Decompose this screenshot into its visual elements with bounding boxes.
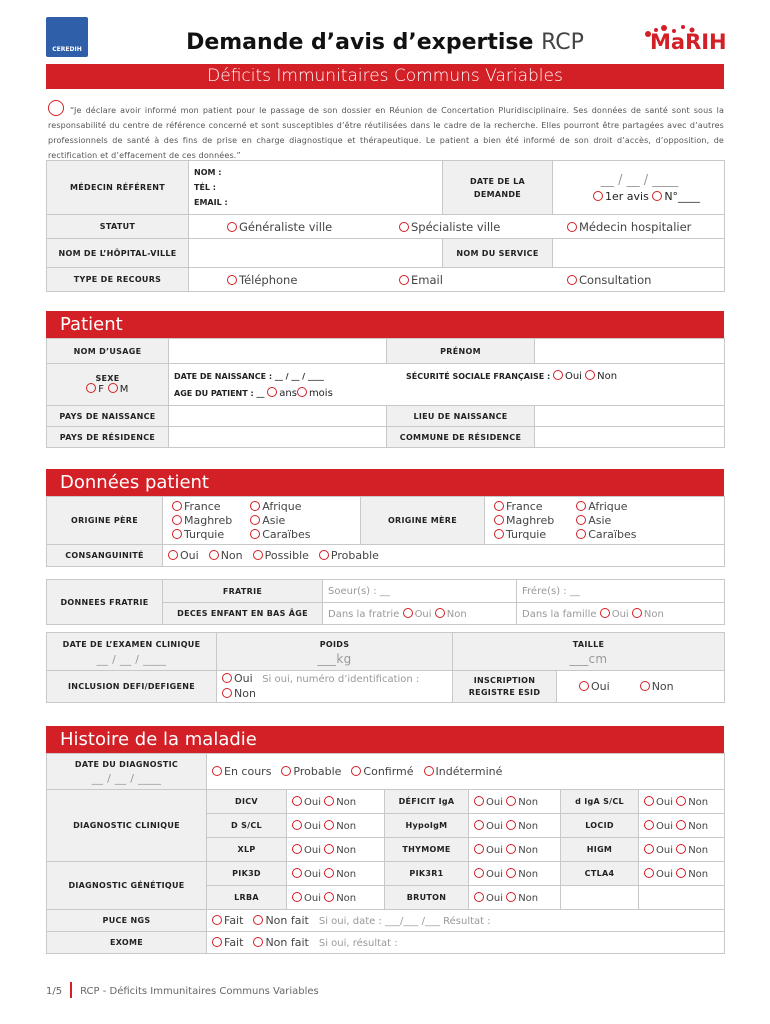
- inclusion-oui-radio[interactable]: [222, 673, 232, 683]
- inclusion-non-radio[interactable]: [222, 688, 232, 698]
- naissance-cell: DATE DE NAISSANCE : __ / __ / ____ SÉCURITÉ SOCIALE FRANÇAISE : Oui Non AGE DU PATIENT : __ ans mois: [169, 364, 725, 406]
- origine-pere-label: ORIGINE PÈRE: [47, 497, 163, 545]
- xlp-oui-radio[interactable]: [292, 844, 302, 854]
- consanguinite-options: Oui Non Possible Probable: [163, 545, 725, 567]
- exome-fait-radio[interactable]: [212, 937, 222, 947]
- pere-asie-radio[interactable]: [250, 515, 260, 525]
- section-patient: Patient: [46, 311, 724, 338]
- mere-france-radio[interactable]: [494, 501, 504, 511]
- sexe-f-radio[interactable]: [86, 383, 96, 393]
- inclusion-cell: Oui Si oui, numéro d’identification : Non: [217, 671, 453, 703]
- poids-cell[interactable]: POIDS ___kg: [217, 633, 453, 671]
- gen-pik3r1-label: PIK3R1: [385, 862, 469, 886]
- locid-non-radio[interactable]: [676, 820, 686, 830]
- premier-avis-radio[interactable]: [593, 191, 603, 201]
- puce-nonfait-radio[interactable]: [253, 915, 263, 925]
- secu-oui-radio[interactable]: [553, 370, 563, 380]
- service-field[interactable]: [553, 239, 725, 268]
- higm-oui-radio[interactable]: [644, 844, 654, 854]
- mere-caraibes-radio[interactable]: [576, 529, 586, 539]
- mere-turquie-radio[interactable]: [494, 529, 504, 539]
- sexe-cell: SEXE F M: [47, 364, 169, 406]
- exome-label: EXOME: [47, 932, 207, 954]
- age-field[interactable]: AGE DU PATIENT : __: [174, 388, 265, 398]
- soeurs-field[interactable]: Soeur(s) : __: [323, 580, 517, 603]
- ctla4-oui-radio[interactable]: [644, 868, 654, 878]
- page-footer: [46, 982, 319, 998]
- origine-mere-label: ORIGINE MÈRE: [361, 497, 485, 545]
- date-demande-label: DATE DE LA DEMANDE: [443, 161, 553, 215]
- clin-dscl-label: D S/CL: [207, 814, 287, 838]
- consang-possible-radio[interactable]: [253, 550, 263, 560]
- deces-label: DECES ENFANT EN BAS ÂGE: [163, 603, 323, 625]
- fratrie-table: [46, 579, 725, 625]
- consanguinite-label: CONSANGUINITÉ: [47, 545, 163, 567]
- iga-non-radio[interactable]: [506, 796, 516, 806]
- recours-radio-1[interactable]: [227, 275, 237, 285]
- lrba-oui-radio[interactable]: [292, 892, 302, 902]
- lieu-naissance-label: LIEU DE NAISSANCE: [387, 406, 535, 427]
- exome-options: Fait Non fait Si oui, résultat :: [207, 932, 725, 954]
- consent-text: “Je déclare avoir informé mon patient pour le passage de son dossier en Réunion de Concertation Pluridisciplinaire. Ses données de santé sont sous la responsabilité du centre de référence concerné et sont susceptibles d’être réutilisées dans le cadre de la recherche. Elles pourront être partagées avec d’autres professionnels de santé à des fins de prise en charge diagnostique et thérapeutique. Le patient a bien été informé de son droit d’accès, d’opposition, de rectification et d’effacement de ces données.”: [48, 100, 724, 163]
- section-donnees: Données patient: [46, 469, 724, 496]
- recours-radio-2[interactable]: [399, 275, 409, 285]
- freres-field[interactable]: Frére(s) : __: [517, 580, 725, 603]
- esid-oui-radio[interactable]: [579, 681, 589, 691]
- commune-residence-field[interactable]: [535, 427, 725, 448]
- medecin-label: MÉDECIN RÉFÉRENT: [47, 161, 189, 215]
- patient-table: [46, 338, 725, 448]
- hypoigm-non-radio[interactable]: [506, 820, 516, 830]
- exome-nonfait-radio[interactable]: [253, 937, 263, 947]
- iga-oui-radio[interactable]: [474, 796, 484, 806]
- famille-oui-radio[interactable]: [600, 608, 610, 618]
- nom-usage-label: NOM D’USAGE: [47, 339, 169, 364]
- secu-non-radio[interactable]: [585, 370, 595, 380]
- page-number: 1/5: [46, 986, 63, 997]
- clin-xlp-label: XLP: [207, 838, 287, 862]
- pere-caraibes-radio[interactable]: [250, 529, 260, 539]
- locid-oui-radio[interactable]: [644, 820, 654, 830]
- thymome-oui-radio[interactable]: [474, 844, 484, 854]
- bruton-oui-radio[interactable]: [474, 892, 484, 902]
- recours-label: TYPE DE RECOURS: [47, 268, 189, 292]
- diag-probable-radio[interactable]: [281, 766, 291, 776]
- pik3d-non-radio[interactable]: [324, 868, 334, 878]
- statut-radio-3[interactable]: [567, 222, 577, 232]
- statut-label: STATUT: [47, 215, 189, 239]
- inscription-options: Oui Non: [557, 671, 725, 703]
- clin-thymome-label: THYMOME: [385, 838, 469, 862]
- numero-radio[interactable]: [652, 191, 662, 201]
- pere-maghreb-radio[interactable]: [172, 515, 182, 525]
- ceredih-logo: CEREDIH: [46, 17, 88, 57]
- thymome-non-radio[interactable]: [506, 844, 516, 854]
- consang-non-radio[interactable]: [209, 550, 219, 560]
- lrba-non-radio[interactable]: [324, 892, 334, 902]
- ctla4-non-radio[interactable]: [676, 868, 686, 878]
- pik3d-oui-radio[interactable]: [292, 868, 302, 878]
- consent-radio[interactable]: [48, 100, 64, 116]
- diag-confirme-radio[interactable]: [351, 766, 361, 776]
- gen-bruton-label: BRUTON: [385, 886, 469, 910]
- diag-genetique-label: DIAGNOSTIC GÉNÉTIQUE: [47, 862, 207, 910]
- dscl-non-radio[interactable]: [324, 820, 334, 830]
- statut-radio-1[interactable]: [227, 222, 237, 232]
- medecin-contact-field[interactable]: NOM : TÉL : EMAIL :: [189, 161, 443, 215]
- fratrie-oui-radio[interactable]: [403, 608, 413, 618]
- examen-table: [46, 632, 725, 703]
- dscl-oui-radio[interactable]: [292, 820, 302, 830]
- donnees-fratrie-label: DONNEES FRATRIE: [47, 580, 163, 625]
- fratrie-label: FRATRIE: [163, 580, 323, 603]
- prenom-label: PRÉNOM: [387, 339, 535, 364]
- pays-naissance-field[interactable]: [169, 406, 387, 427]
- higm-non-radio[interactable]: [676, 844, 686, 854]
- page-title: Demande d’avis d’expertise RCP: [186, 30, 584, 55]
- histoire-table: DATE DU DIAGNOSTIC __ / __ / ____ En cours Probable Confirmé Indéterminé DIAGNOSTIC CLINIQUE DICV Oui Non DÉFICIT IgA Oui Non d IgA S/CL Oui Non D S/CL Oui Non HypoIgM Oui Non LOCID Oui Non XLP Oui Non THYMOME Oui Non HIGM Oui Non DIAGNOSTIC GÉNÉTIQUE PIK3D Oui Non PIK3R1 Oui Non CTLA4 Oui Non LRBA Oui Non BRUTON Oui Non PUCE NGS Fait Non fait Si oui, date : ___/___ /___ Résultat : EXOME Fait Non fait Si oui, résultat :: [46, 753, 725, 954]
- commune-residence-label: COMMUNE DE RÉSIDENCE: [387, 427, 535, 448]
- bruton-non-radio[interactable]: [506, 892, 516, 902]
- diga-oui-radio[interactable]: [644, 796, 654, 806]
- diag-encours-radio[interactable]: [212, 766, 222, 776]
- gen-lrba-label: LRBA: [207, 886, 287, 910]
- age-mois-radio[interactable]: [297, 387, 307, 397]
- clin-dicv-label: DICV: [207, 790, 287, 814]
- clin-higm-label: HIGM: [561, 838, 639, 862]
- famille-non-radio[interactable]: [632, 608, 642, 618]
- dob-field[interactable]: DATE DE NAISSANCE : __ / __ / ____: [174, 371, 324, 381]
- lieu-naissance-field[interactable]: [535, 406, 725, 427]
- puce-ngs-options: Fait Non fait Si oui, date : ___/___ /___ Résultat :: [207, 910, 725, 932]
- service-label: NOM DU SERVICE: [443, 239, 553, 268]
- diag-status-options: En cours Probable Confirmé Indéterminé: [207, 754, 725, 790]
- pere-afrique-radio[interactable]: [250, 501, 260, 511]
- clin-deficit-iga-label: DÉFICIT IgA: [385, 790, 469, 814]
- consang-probable-radio[interactable]: [319, 550, 329, 560]
- diag-indetermine-radio[interactable]: [424, 766, 434, 776]
- inclusion-label: INCLUSION DEFI/DEFIGENE: [47, 671, 217, 703]
- pays-naissance-label: PAYS DE NAISSANCE: [47, 406, 169, 427]
- dicv-non-radio[interactable]: [324, 796, 334, 806]
- esid-non-radio[interactable]: [640, 681, 650, 691]
- dicv-oui-radio[interactable]: [292, 796, 302, 806]
- deces-fratrie-cell: Dans la fratrie Oui Non: [323, 603, 517, 625]
- pays-residence-label: PAYS DE RÉSIDENCE: [47, 427, 169, 448]
- prenom-field[interactable]: [535, 339, 725, 364]
- clin-diga-label: d IgA S/CL: [561, 790, 639, 814]
- gen-pik3d-label: PIK3D: [207, 862, 287, 886]
- origine-pere-options: France Maghreb Turquie Afrique Asie Caraïbes: [163, 497, 361, 545]
- age-ans-radio[interactable]: [267, 387, 277, 397]
- date-examen-cell[interactable]: DATE DE L’EXAMEN CLINIQUE __ / __ / ____: [47, 633, 217, 671]
- diga-non-radio[interactable]: [676, 796, 686, 806]
- inscription-label: INSCRIPTION REGISTRE ESID: [453, 671, 557, 703]
- pik3r1-non-radio[interactable]: [506, 868, 516, 878]
- marih-logo: MaRIH: [632, 22, 728, 58]
- deces-famille-cell: Dans la famille Oui Non: [517, 603, 725, 625]
- sexe-m-radio[interactable]: [108, 383, 118, 393]
- clin-hypoigm-label: HypoIgM: [385, 814, 469, 838]
- statut-options: Généraliste ville Spécialiste ville Médecin hospitalier: [189, 215, 725, 239]
- mere-asie-radio[interactable]: [576, 515, 586, 525]
- consang-oui-radio[interactable]: [168, 550, 178, 560]
- hopital-label: NOM DE L’HÔPITAL-VILLE: [47, 239, 189, 268]
- fratrie-non-radio[interactable]: [435, 608, 445, 618]
- recours-options: Téléphone Email Consultation: [189, 268, 725, 292]
- mere-afrique-radio[interactable]: [576, 501, 586, 511]
- hopital-field[interactable]: [189, 239, 443, 268]
- nom-usage-field[interactable]: [169, 339, 387, 364]
- taille-cell[interactable]: TAILLE ___cm: [453, 633, 725, 671]
- subtitle-banner: Déficits Immunitaires Communs Variables: [46, 64, 724, 89]
- puce-ngs-label: PUCE NGS: [47, 910, 207, 932]
- clin-locid-label: LOCID: [561, 814, 639, 838]
- puce-fait-radio[interactable]: [212, 915, 222, 925]
- origine-mere-options: France Maghreb Turquie Afrique Asie Caraïbes: [485, 497, 725, 545]
- date-diag-cell[interactable]: DATE DU DIAGNOSTIC __ / __ / ____: [47, 754, 207, 790]
- hypoigm-oui-radio[interactable]: [474, 820, 484, 830]
- mere-maghreb-radio[interactable]: [494, 515, 504, 525]
- xlp-non-radio[interactable]: [324, 844, 334, 854]
- footer-title: RCP - Déficits Immunitaires Communs Variables: [80, 986, 319, 997]
- date-demande-field[interactable]: __ / __ / ____ 1er avis N°____: [553, 161, 725, 215]
- origine-table: [46, 496, 725, 567]
- recours-radio-3[interactable]: [567, 275, 577, 285]
- request-table: [46, 160, 725, 292]
- pere-france-radio[interactable]: [172, 501, 182, 511]
- pere-turquie-radio[interactable]: [172, 529, 182, 539]
- pik3r1-oui-radio[interactable]: [474, 868, 484, 878]
- pays-residence-field[interactable]: [169, 427, 387, 448]
- gen-ctla4-label: CTLA4: [561, 862, 639, 886]
- section-histoire: Histoire de la maladie: [46, 726, 724, 753]
- statut-radio-2[interactable]: [399, 222, 409, 232]
- diag-clinique-label: DIAGNOSTIC CLINIQUE: [47, 790, 207, 862]
